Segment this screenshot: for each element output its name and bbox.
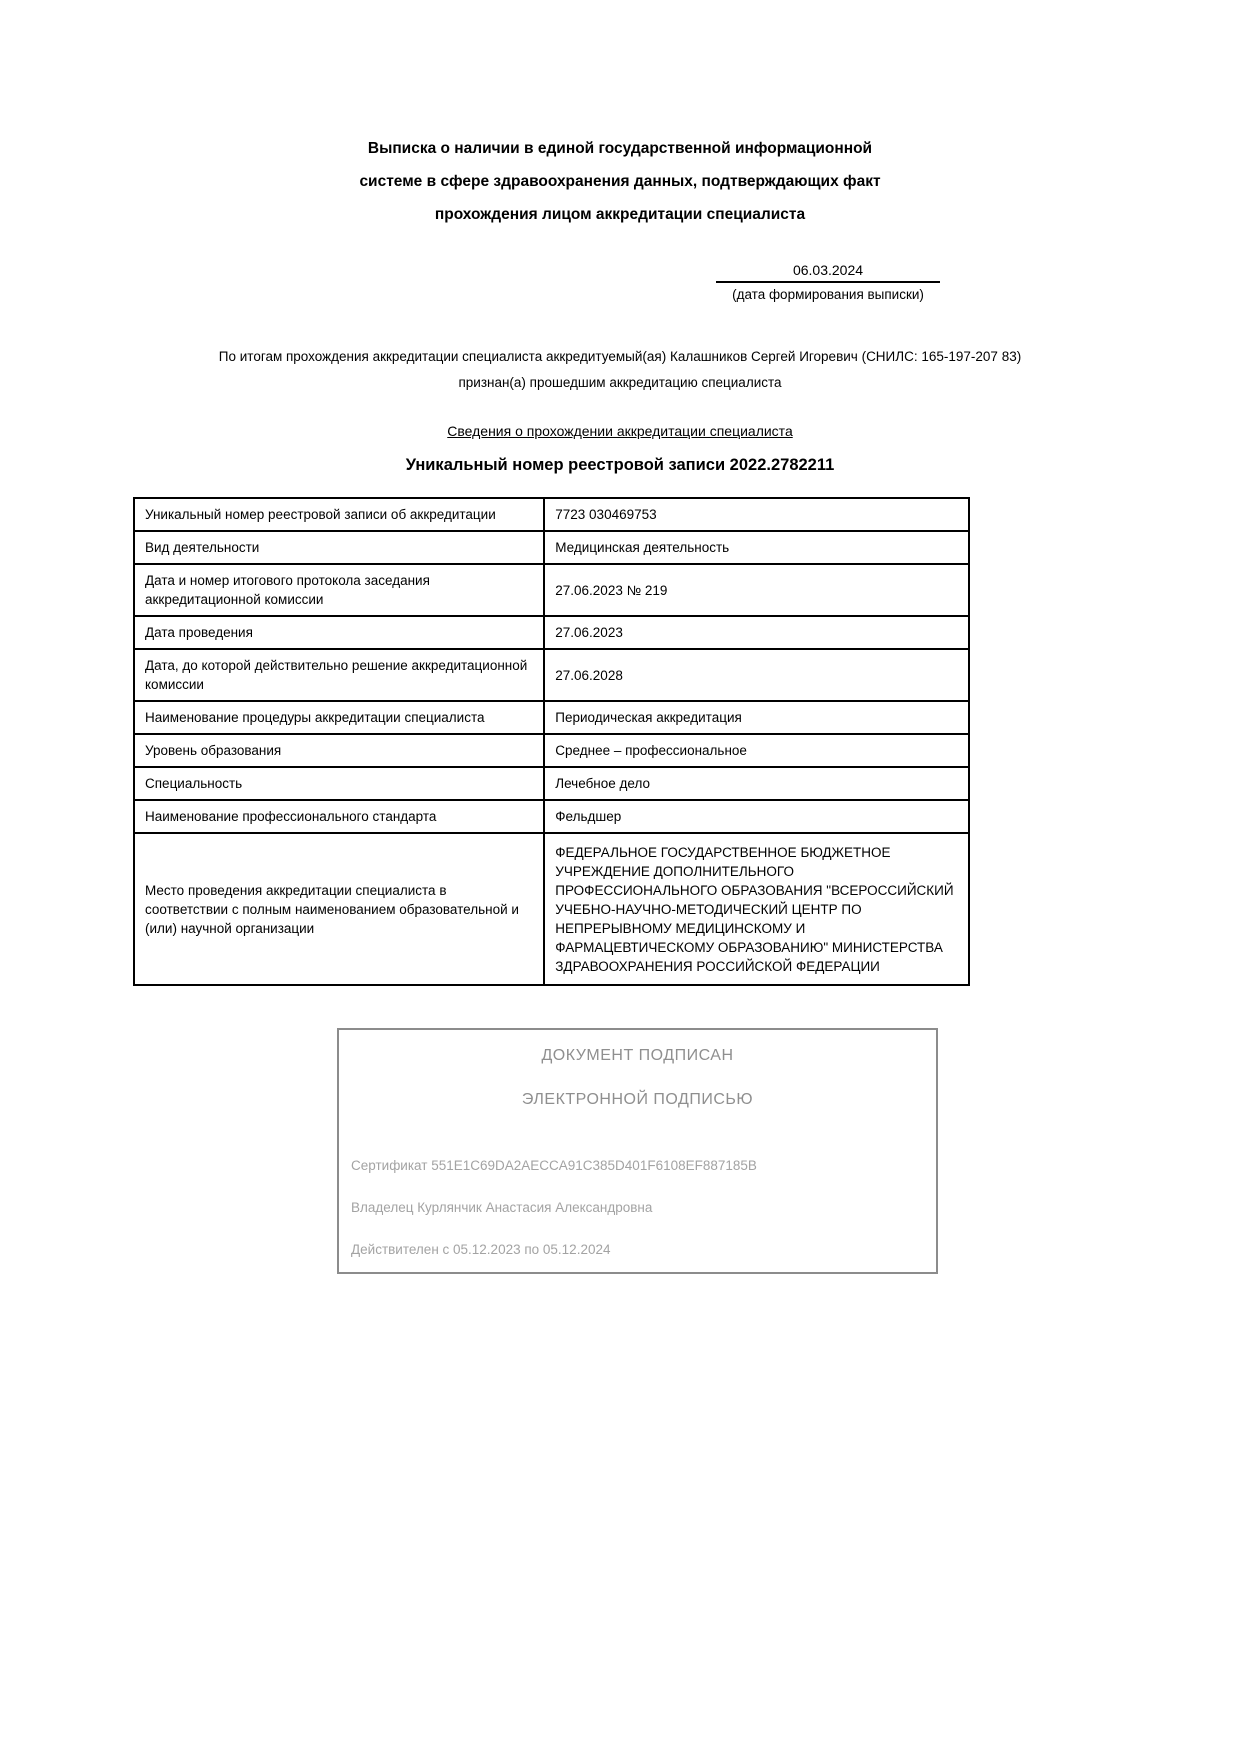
table-row (134, 649, 969, 701)
row-value: ФЕДЕРАЛЬНОЕ ГОСУДАРСТВЕННОЕ БЮДЖЕТНОЕ УЧРЕЖДЕНИЕ ДОПОЛНИТЕЛЬНОГО ПРОФЕССИОНАЛЬНОГО ОБРАЗОВАНИЯ "ВСЕРОССИЙСКИЙ УЧЕБНО-НАУЧНО-МЕТОДИЧЕСКИЙ ЦЕНТР ПО НЕПРЕРЫВНОМУ МЕДИЦИНСКОМУ И ФАРМАЦЕВТИЧЕСКОМУ ОБРАЗОВАНИЮ" МИНИСТЕРСТВА ЗДРАВООХРАНЕНИЯ РОССИЙСКОЙ ФЕДЕРАЦИИ (544, 833, 969, 985)
registry-number-heading: Уникальный номер реестровой записи 2022.2782211 (405, 456, 835, 474)
extract-date-block (716, 262, 940, 302)
row-label: Уникальный номер реестровой записи об аккредитации (134, 498, 544, 531)
row-value: 27.06.2023 № 219 (544, 564, 969, 616)
row-value: Периодическая аккредитация (544, 701, 969, 734)
row-label: Дата, до которой действительно решение аккредитационной комиссии (134, 649, 544, 701)
intro-line: По итогам прохождения аккредитации специалиста аккредитуемый(ая) Калашников Сергей Игоревич (СНИЛС: 165-197-207 83) (218, 349, 1022, 364)
row-label: Место проведения аккредитации специалиста в соответствии с полным наименованием образовательной и (или) научной организации (134, 833, 544, 985)
table-row (134, 833, 969, 985)
signature-title-line: ДОКУМЕНТ ПОДПИСАН (541, 1047, 734, 1064)
row-value: 27.06.2028 (544, 649, 969, 701)
row-label: Дата проведения (134, 616, 544, 649)
table-row (134, 734, 969, 767)
row-label: Наименование процедуры аккредитации специалиста (134, 701, 544, 734)
signature-validity: Действителен с 05.12.2023 по 05.12.2024 (351, 1242, 611, 1257)
row-label: Дата и номер итогового протокола заседания аккредитационной комиссии (134, 564, 544, 616)
row-value: Среднее – профессиональное (544, 734, 969, 767)
extract-date-caption: (дата формирования выписки) (732, 287, 924, 302)
document-title-line: Выписка о наличии в единой государственной информационной (367, 140, 873, 157)
row-label: Наименование профессионального стандарта (134, 800, 544, 833)
row-label: Специальность (134, 767, 544, 800)
table-row (134, 701, 969, 734)
intro-line: признан(а) прошедшим аккредитацию специалиста (458, 375, 782, 390)
table-row (134, 498, 969, 531)
row-value: Медицинская деятельность (544, 531, 969, 564)
row-value: Фельдшер (544, 800, 969, 833)
table-row (134, 616, 969, 649)
document-title (0, 132, 1240, 231)
row-label: Вид деятельности (134, 531, 544, 564)
signature-owner: Владелец Курлянчик Анастасия Александровна (351, 1200, 653, 1215)
table-row (134, 564, 969, 616)
signature-certificate: Сертификат 551E1C69DA2AECCA91C385D401F6108EF887185B (351, 1158, 757, 1173)
row-value: 7723 030469753 (544, 498, 969, 531)
intro-paragraph (0, 344, 1240, 396)
table-row (134, 800, 969, 833)
section-heading: Сведения о прохождении аккредитации специалиста (447, 423, 793, 439)
row-value: 27.06.2023 (544, 616, 969, 649)
table-row (134, 531, 969, 564)
document-title-line: системе в сфере здравоохранения данных, подтверждающих факт (359, 173, 881, 190)
extract-date-value: 06.03.2024 (716, 262, 940, 283)
document-title-line: прохождения лицом аккредитации специалиста (434, 206, 806, 223)
row-label: Уровень образования (134, 734, 544, 767)
row-value: Лечебное дело (544, 767, 969, 800)
accreditation-table (133, 497, 970, 986)
electronic-signature-stamp (337, 1028, 938, 1274)
signature-title-line: ЭЛЕКТРОННОЙ ПОДПИСЬЮ (521, 1091, 754, 1108)
table-row (134, 767, 969, 800)
